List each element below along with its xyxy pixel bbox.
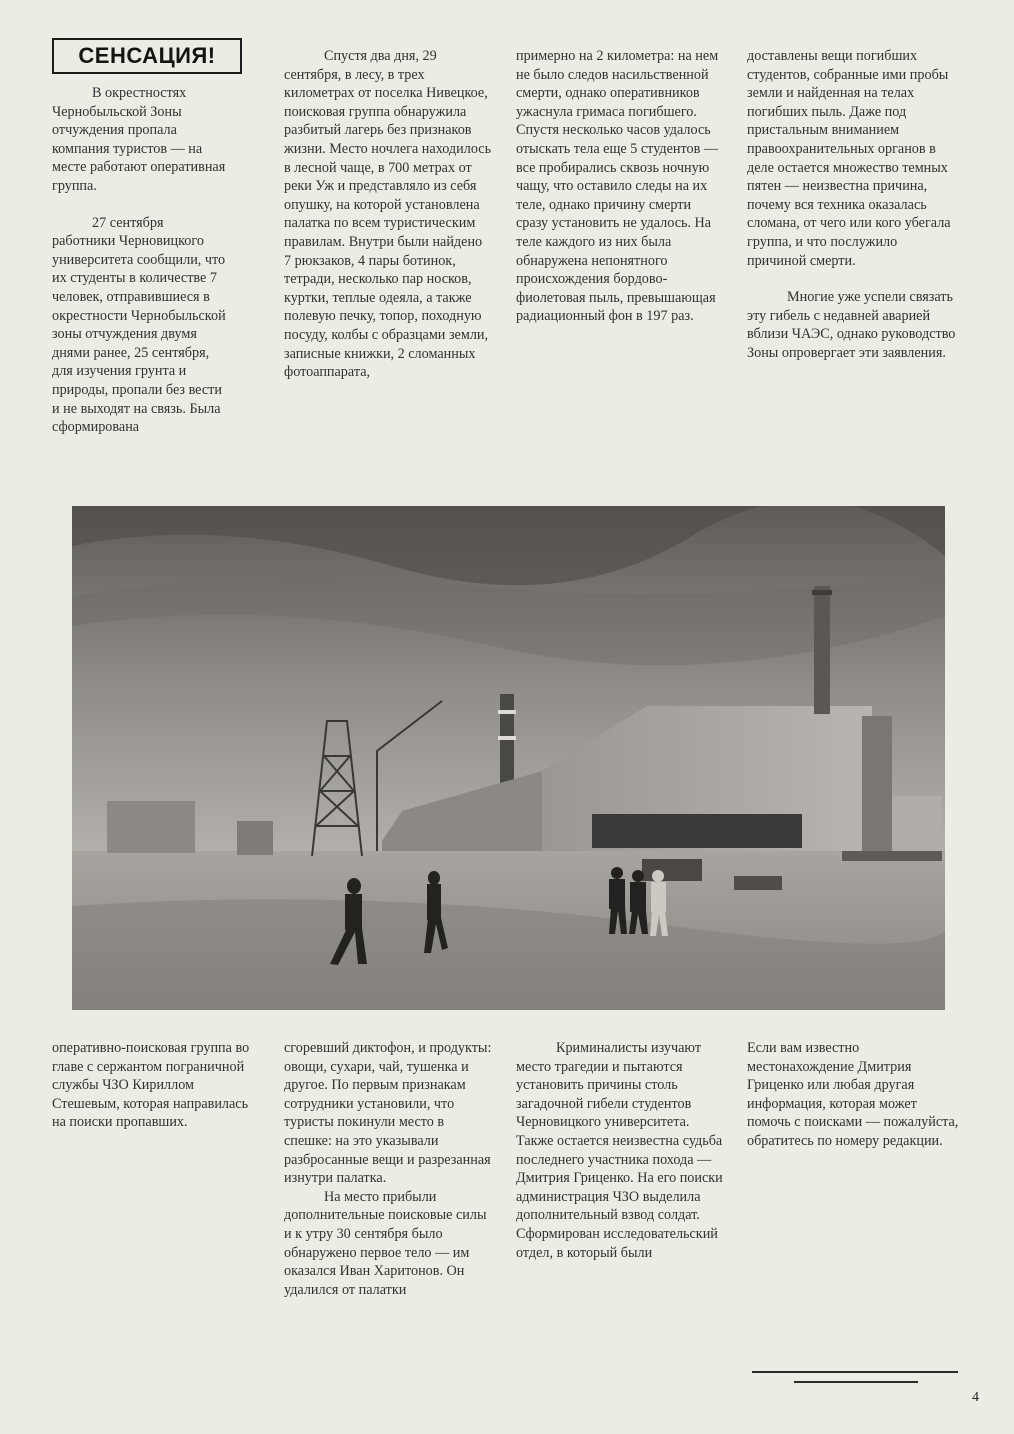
- page-number: 4: [972, 1390, 979, 1405]
- power-plant-photo: [72, 506, 945, 1010]
- paragraph: Сформирован исследовательский отдел, в который были: [516, 1225, 718, 1261]
- top-column-4: [747, 47, 959, 363]
- bottom-column-2: [284, 1039, 492, 1299]
- footer-rule: [794, 1381, 918, 1383]
- top-column-1: [52, 84, 230, 437]
- headline: СЕНСАЦИЯ!: [52, 38, 242, 74]
- paragraph: Многие уже успели связать эту гибель с недавней аварией вблизи ЧАЭС, однако руководство Зоны опровергает эти заявления.: [747, 289, 956, 361]
- footer-rule: [752, 1371, 958, 1373]
- bottom-column-4: [747, 1039, 959, 1151]
- paragraph: сгоревший диктофон, и продукты: овощи, сухари, чай, тушенка и другое. По первым признакам сотрудники установили, что туристы покинули место в спешке: на это указывали разбросанные вещи и разрезанная изнутри палатка.: [284, 1040, 492, 1187]
- paragraph: Если вам известно местонахождение Дмитрия Гриценко или любая другая информация, которая может помочь с поисками — пожалуйста, обратитесь по номеру редакции.: [747, 1040, 959, 1149]
- paragraph: оперативно-поисковая группа во главе с сержантом пограничной службы ЧЗО Кириллом Стешевым, которая направилась на поиски пропавших.: [52, 1040, 250, 1131]
- paragraph: доставлены вещи погибших студентов, собранные ими пробы земли и найденная на телах погибших пыль. Даже под пристальным вниманием правоохранительных органов в деле остается множество темных пятен — неизвестна причина, почему вся техника оказалась сломана, от чего или кого убегала группа, и что послужило причиной смерти.: [747, 48, 951, 269]
- bottom-column-1: [52, 1039, 252, 1132]
- paragraph: примерно на 2 километра: на нем не было следов насильственной смерти, однако оперативников ужаснула гримаса погибшего. Спустя несколько часов удалось отыскать тела еще 5 студентов — все пробирались сквозь ночную чащу, что оставило следы на их теле, однако причину смерти сразу установить не удалось. На теле каждого из них была обнаружена непонятного происхождения бордово-фиолетовая пыль, превышающая радиационный фон в 197 раз.: [516, 48, 719, 325]
- paragraph: 27 сентября работники Черновицкого университета сообщили, что их студенты в количестве 7 человек, отправившиеся в окрестности Чернобыльской зоны отчуждения двумя днями ранее, 25 сентября, для изучения грунта и природы, пропали без вести и не выходят на связь. Была сформирована: [52, 214, 226, 436]
- bottom-column-3: [516, 1039, 730, 1262]
- paragraph: Спустя два дня, 29 сентября, в лесу, в трех километрах от поселка Нивецкое, поисковая группа обнаружила разбитый лагерь без признаков жизни. Место ночлега находилось в лесной чаще, в 700 метрах от реки Уж и представляло из себя опушку, на которой установлена палатка по всем туристическим правилам. Внутри были найдено 7 рюкзаков, 4 пары ботинок, тетради, несколько пар носков, куртки, теплые одеяла, а также полевую печку, топор, походную посуду, колбы с образцами земли, записные книжки, 2 сломанных фотоаппарата,: [284, 48, 492, 381]
- paragraph: Криминалисты изучают место трагедии и пытаются установить причины столь загадочной гибели студентов Черновицкого университета. Также остается неизвестна судьба последнего участника похода — Дмитрия Гриценко. На его поиски администрация ЧЗО выделила дополнительный взвод солдат.: [516, 1040, 723, 1224]
- top-column-3: [516, 47, 724, 326]
- paragraph: В окрестностях Чернобыльской Зоны отчуждения пропала компания туристов — на месте работают оперативная группа.: [52, 85, 226, 194]
- top-column-2: [284, 47, 492, 382]
- paragraph: На место прибыли дополнительные поисковые силы и к утру 30 сентября было обнаружено первое тело — им оказался Иван Харитонов. Он удалился от палатки: [284, 1188, 487, 1298]
